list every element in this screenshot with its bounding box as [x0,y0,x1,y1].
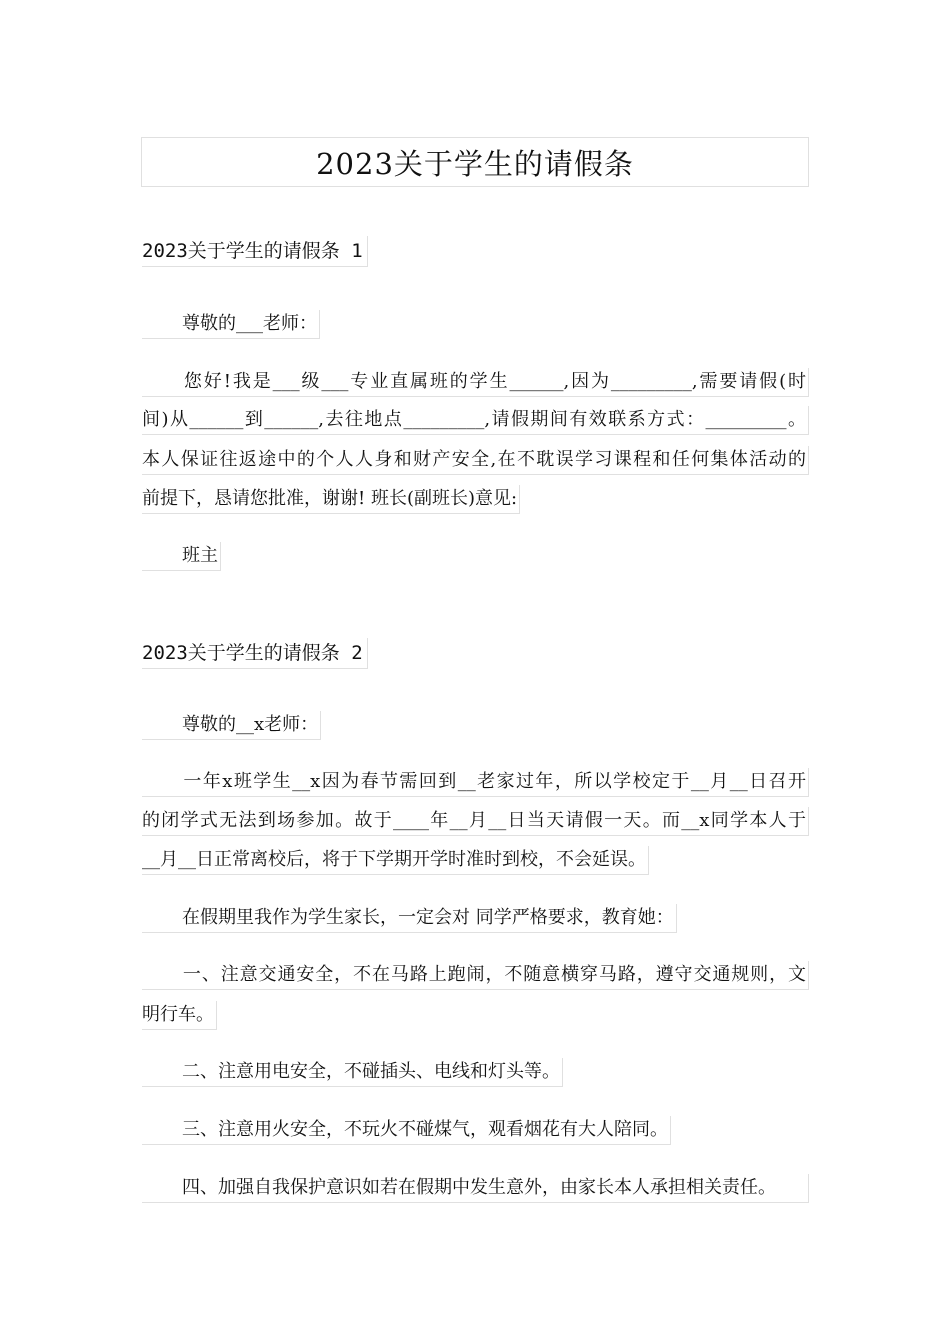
section-2-item-1-line-1 [142,961,809,990]
section-2-para-2 [142,904,677,933]
section-2-item-3 [142,1116,671,1145]
section-1-line-4: 前提下，恳请您批准，谢谢! 班长(副班长)意见: [142,485,520,514]
list-item-text: 一、注意交通安全，不在马路上跑闹，不随意横穿马路，遵守交通规则，文 [182,964,806,985]
section-1-line-2: 间)从______到______,去往地点_________,请假期间有效联系方式：_________。 [142,406,809,435]
list-item-text: 二、注意用电安全，不碰插头、电线和灯头等。 [182,1061,560,1082]
section-1-line-3: 本人保证往返途中的个人人身和财产安全,在不耽误学习课程和任何集体活动的 [142,446,809,475]
document-title: 2023关于学生的请假条 [141,137,809,187]
section-2-salutation [142,711,321,740]
section-1-salutation [142,310,320,339]
section-2-para-1-line-1 [142,768,809,797]
section-2-item-1-line-2: 明行车。 [142,1001,217,1030]
paragraph-text: 您好!我是___级___专业直属班的学生______,因为_________,需要请假(时 [182,371,806,392]
paragraph-text: 一年x班学生__x因为春节需回到__老家过年，所以学校定于__月__日召开 [182,771,806,792]
section-2-heading: 2023关于学生的请假条 2 [142,638,368,669]
section-2-item-2 [142,1058,563,1087]
paragraph-text: 在假期里我作为学生家长，一定会对 同学严格要求，教育她： [182,907,674,928]
list-item-text: 三、注意用火安全，不玩火不碰煤气，观看烟花有大人陪同。 [182,1119,668,1140]
list-item-text: 四、加强自我保护意识如若在假期中发生意外，由家长本人承担相关责任。 [182,1177,776,1198]
section-1-line-1 [142,368,809,397]
section-2-para-1-line-2: 的闭学式无法到场参加。故于____年__月__日当天请假一天。而__x同学本人于 [142,807,809,836]
salutation-text: 尊敬的___老师： [182,313,317,334]
section-1-signoff [142,542,221,571]
section-1-heading: 2023关于学生的请假条 1 [142,236,368,267]
signoff-text: 班主 [182,545,218,566]
section-2-para-1-line-3: __月__日正常离校后，将于下学期开学时准时到校，不会延误。 [142,846,649,875]
salutation-text: 尊敬的__x老师： [182,714,319,735]
section-2-item-4 [142,1174,809,1203]
